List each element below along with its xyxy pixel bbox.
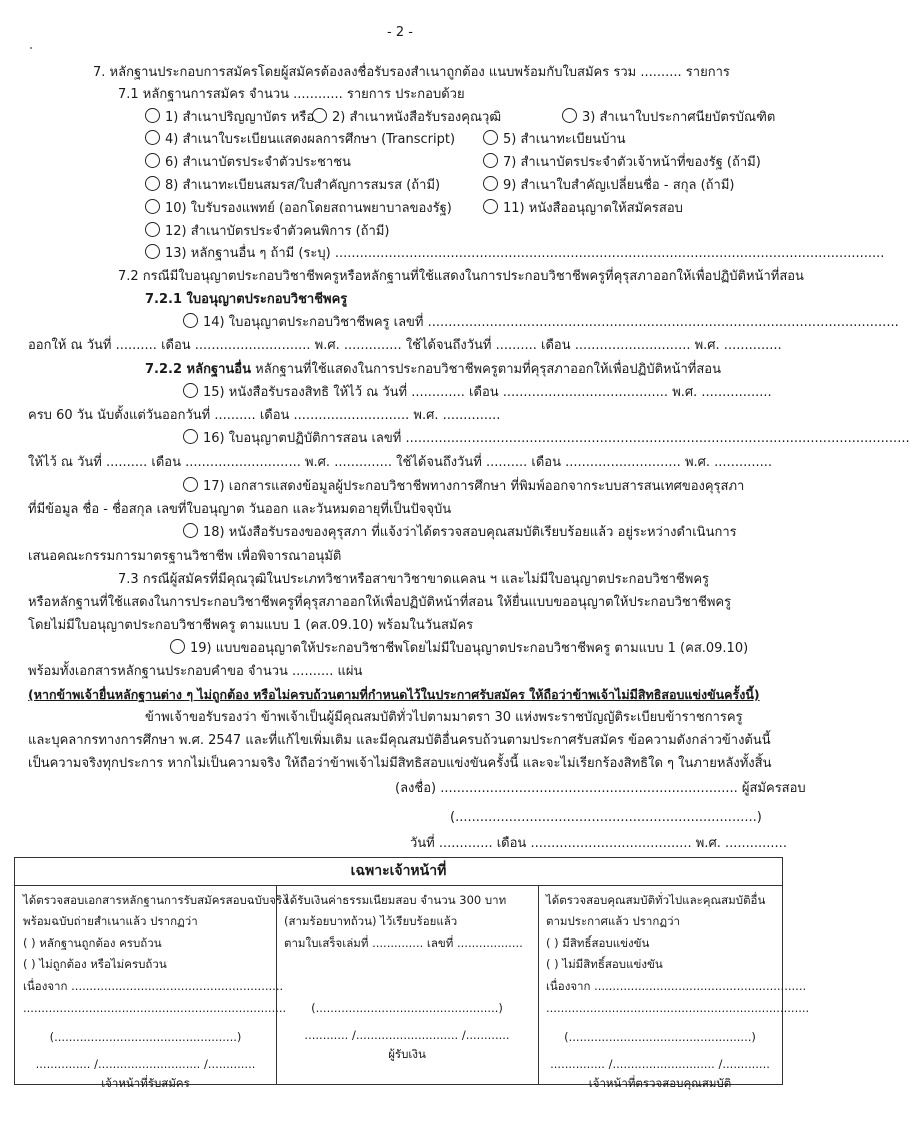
col3-line: ได้ตรวจสอบคุณสมบัติทั่วไปและคุณสมบัติอื่น [546, 893, 766, 907]
checkbox-circle-icon[interactable] [183, 477, 198, 492]
item-19[interactable]: 19) แบบขออนุญาตให้ประกอบวิชาชีพโดยไม่มีใบอนุญาตประกอบวิชาชีพครู ตามแบบ 1 (คส.09.10) [170, 639, 748, 659]
section-7-2-1-title: 7.2.1 ใบอนุญาตประกอบวิชาชีพครู [145, 292, 348, 307]
item-11[interactable]: 11) หนังสืออนุญาตให้สมัครสอบ [483, 199, 683, 219]
section-7-3-line2: หรือหลักฐานที่ใช้แสดงในการประกอบวิชาชีพครูที่คุรุสภาออกให้เพื่อปฏิบัติหน้าที่สอน ให้ยื่นแบบขออนุญาตให้ประกอบวิชาชีพครู [28, 595, 732, 610]
officer-column-fee [276, 885, 539, 1084]
col3-option-eligible[interactable]: ( ) มีสิทธิ์สอบแข่งขัน [546, 936, 650, 950]
item-3[interactable]: 3) สำเนาใบประกาศนียบัตรบัณฑิต [562, 108, 775, 128]
item-16[interactable]: 16) ใบอนุญาตปฏิบัติการสอน เลขที่ .......................................................................................................................... [183, 429, 777, 449]
item-5[interactable]: 5) สำเนาทะเบียนบ้าน [483, 130, 626, 150]
col1-role: เจ้าหน้าที่รับสมัคร [101, 1076, 190, 1090]
warning-note: (หากข้าพเจ้ายื่นหลักฐานต่าง ๆ ไม่ถูกต้อง หรือไม่ครบถ้วนตามที่กำหนดไว้ในประกาศรับสมัคร ให้ถือว่าข้าพเจ้าไม่มีสิทธิสอบแข่งขันครั้งนี้) [28, 687, 760, 702]
section-7-2-title: 7.2 กรณีมีใบอนุญาตประกอบวิชาชีพครูหรือหลักฐานที่ใช้แสดงในการประกอบวิชาชีพครูที่คุรุสภาออกให้เพื่อปฏิบัติหน้าที่สอน [118, 269, 804, 284]
col1-option-correct[interactable]: ( ) หลักฐานถูกต้อง ครบถ้วน [23, 936, 162, 950]
checkbox-circle-icon[interactable] [145, 176, 160, 191]
checkbox-circle-icon[interactable] [145, 108, 160, 123]
item-8[interactable]: 8) สำเนาทะเบียนสมรส/ใบสำคัญการสมรส (ถ้ามี) [145, 176, 440, 196]
certification-line-1: ข้าพเจ้าขอรับรองว่า ข้าพเจ้าเป็นผู้มีคุณสมบัติทั่วไปตามมาตรา 30 แห่งพระราชบัญญัติระเบียบข้าราชการครู [145, 710, 743, 725]
checkbox-circle-icon[interactable] [145, 130, 160, 145]
item-1[interactable]: 1) สำเนาปริญญาบัตร หรือ [145, 108, 314, 128]
item-7[interactable]: 7) สำเนาบัตรประจำตัวเจ้าหน้าที่ของรัฐ (ถ้ามี) [483, 153, 761, 173]
certification-line-3: เป็นความจริงทุกประการ หากไม่เป็นความจริง ให้ถือว่าข้าพเจ้าไม่มีสิทธิสอบแข่งขันครั้งนี้ และจะไม่เรียกร้องสิทธิใด ๆ ในภายหลังทั้งสิ้น [28, 756, 772, 771]
section-7-2-2-text: หลักฐานที่ใช้แสดงในการประกอบวิชาชีพครูตามที่คุรุสภาออกให้เพื่อปฏิบัติหน้าที่สอน [251, 362, 721, 377]
col3-signature[interactable]: (..................................................) [564, 1030, 756, 1044]
checkbox-circle-icon[interactable] [483, 153, 498, 168]
col1-option-incorrect[interactable]: ( ) ไม่ถูกต้อง หรือไม่ครบถ้วน [23, 957, 167, 971]
checkbox-circle-icon[interactable] [145, 222, 160, 237]
checkbox-circle-icon[interactable] [183, 383, 198, 398]
page-number: - 2 - [387, 25, 413, 40]
officer-box-title: เฉพาะเจ้าหน้าที่ [15, 858, 782, 886]
officer-column-qualification [538, 885, 810, 1090]
checkbox-circle-icon[interactable] [145, 153, 160, 168]
col3-role: เจ้าหน้าที่ตรวจสอบคุณสมบัติ [588, 1076, 732, 1090]
checkbox-circle-icon[interactable] [483, 176, 498, 191]
col1-reason-cont[interactable]: ........................................................................ [23, 1001, 287, 1015]
col3-reason-cont[interactable]: ........................................................................ [546, 1001, 810, 1015]
section-7-3-line3: โดยไม่มีใบอนุญาตประกอบวิชาชีพครู ตามแบบ 1 (คส.09.10) พร้อมในวันสมัคร [28, 618, 474, 633]
checkbox-circle-icon[interactable] [183, 523, 198, 538]
col1-line: ได้ตรวจสอบเอกสารหลักฐานการรับสมัครสอบฉบับจริง [23, 893, 288, 907]
item-12[interactable]: 12) สำเนาบัตรประจำตัวคนพิการ (ถ้ามี) [145, 222, 390, 242]
item-19-cont: พร้อมทั้งเอกสารหลักฐานประกอบคำขอ จำนวน .......... แผ่น [28, 664, 363, 679]
col2-line: ได้รับเงินค่าธรรมเนียมสอบ จำนวน 300 บาท [284, 893, 507, 907]
item-10[interactable]: 10) ใบรับรองแพทย์ (ออกโดยสถานพยาบาลของรัฐ) [145, 199, 452, 219]
col2-line: (สามร้อยบาทถ้วน) ไว้เรียบร้อยแล้ว [284, 914, 458, 928]
col1-date[interactable]: ............... /............................ /............. [35, 1057, 256, 1071]
checkbox-circle-icon[interactable] [170, 639, 185, 654]
checkbox-circle-icon[interactable] [312, 108, 327, 123]
col1-signature[interactable]: (..................................................) [49, 1030, 242, 1044]
item-18-cont: เสนอคณะกรรมการมาตรฐานวิชาชีพ เพื่อพิจารณาอนุมัติ [28, 549, 342, 564]
checkbox-circle-icon[interactable] [183, 313, 198, 328]
col2-receipt[interactable]: ตามใบเสร็จเล่มที่ .............. เลขที่ .................. [284, 936, 523, 950]
item-17[interactable]: 17) เอกสารแสดงข้อมูลผู้ประกอบวิชาชีพทางการศึกษา ที่พิมพ์ออกจากระบบสารสนเทศของคุรุสภา [183, 477, 744, 497]
item-4[interactable]: 4) สำเนาใบระเบียนแสดงผลการศึกษา (Transcript) [145, 130, 455, 150]
item-18[interactable]: 18) หนังสือรับรองของคุรุสภา ที่แจ้งว่าได้ตรวจสอบคุณสมบัติเรียบร้อยแล้ว อยู่ระหว่างดำเนินการ [183, 523, 737, 543]
officer-only-box [14, 857, 810, 1090]
col3-option-ineligible[interactable]: ( ) ไม่มีสิทธิ์สอบแข่งขัน [546, 957, 663, 971]
scan-speck [30, 47, 32, 49]
officer-column-document-check [15, 885, 288, 1090]
item-17-cont: ที่มีข้อมูล ชื่อ - ชื่อสกุล เลขที่ใบอนุญาต วันออก และวันหมดอายุที่เป็นปัจจุบัน [28, 502, 452, 517]
checkbox-circle-icon[interactable] [145, 199, 160, 214]
col3-reason[interactable]: เนื่องจาก .......................................................... [546, 979, 807, 993]
applicant-date-line[interactable]: วันที่ ............. เดือน ....................................... พ.ศ. ............... [410, 836, 787, 851]
col3-line: ตามประกาศแล้ว ปรากฏว่า [546, 914, 680, 928]
col1-line: พร้อมฉบับถ่ายสำเนาแล้ว ปรากฏว่า [23, 914, 198, 928]
item-6[interactable]: 6) สำเนาบัตรประจำตัวประชาชน [145, 153, 351, 173]
section-7-1-title: 7.1 หลักฐานการสมัคร จำนวน ............ รายการ ประกอบด้วย [118, 87, 465, 102]
checkbox-circle-icon[interactable] [483, 199, 498, 214]
item-9[interactable]: 9) สำเนาใบสำคัญเปลี่ยนชื่อ - สกุล (ถ้ามี) [483, 176, 735, 196]
col2-signature[interactable]: (..................................................) [311, 1001, 503, 1015]
applicant-signature-line[interactable]: (ลงชื่อ) ........................................................................ ผู้สมัครสอบ [395, 781, 806, 796]
item-2[interactable]: 2) สำเนาหนังสือรับรองคุณวุฒิ [312, 108, 501, 128]
item-14-dates: ออกให้ ณ วันที่ .......... เดือน ............................ พ.ศ. .............. ใช้ได้จนถึงวันที่ .......... เดือน ............................ พ.ศ. .............. [28, 338, 782, 353]
item-15-dates: ครบ 60 วัน นับตั้งแต่วันออกวันที่ .......... เดือน ............................ พ.ศ. .............. [28, 408, 501, 423]
col3-date[interactable]: ............... /............................ /............. [550, 1057, 770, 1071]
checkbox-circle-icon[interactable] [483, 130, 498, 145]
col1-reason[interactable]: เนื่องจาก .......................................................... [23, 979, 284, 993]
section-7-3-line1: 7.3 กรณีผู้สมัครที่มีคุณวุฒิในประเภทวิชาหรือสาขาวิชาขาดแคลน ฯ และไม่มีใบอนุญาตประกอบวิชาชีพครู [118, 572, 709, 587]
item-16-dates: ให้ไว้ ณ วันที่ .......... เดือน ............................ พ.ศ. .............. ใช้ได้จนถึงวันที่ .......... เดือน ............................ พ.ศ. .............. [28, 455, 773, 470]
checkbox-circle-icon[interactable] [562, 108, 577, 123]
section-7-title: 7. หลักฐานประกอบการสมัครโดยผู้สมัครต้องลงชื่อรับรองสำเนาถูกต้อง แนบพร้อมกับใบสมัคร รวม .......... รายการ [93, 65, 730, 80]
item-15[interactable]: 15) หนังสือรับรองสิทธิ ให้ไว้ ณ วันที่ ............. เดือน ........................................ พ.ศ. ................. [183, 383, 772, 403]
item-14[interactable]: 14) ใบอนุญาตประกอบวิชาชีพครู เลขที่ .................................................................................................................. [183, 313, 777, 333]
applicant-name-line[interactable]: (.........................................................................) [450, 810, 762, 825]
checkbox-circle-icon[interactable] [145, 244, 160, 259]
section-7-2-2-title: 7.2.2 หลักฐานอื่น [145, 362, 251, 377]
section-7-2-2 [145, 360, 721, 380]
col2-role: ผู้รับเงิน [388, 1047, 426, 1061]
item-13[interactable]: 13) หลักฐานอื่น ๆ ถ้ามี (ระบุ) ..................................................................................................................................... [145, 244, 777, 264]
checkbox-circle-icon[interactable] [183, 429, 198, 444]
certification-line-2: และบุคลากรทางการศึกษา พ.ศ. 2547 และที่แก้ไขเพิ่มเติม และมีคุณสมบัติอื่นครบถ้วนตามประกาศรับสมัคร ข้อความดังกล่าวข้างต้นนี้ [28, 733, 771, 748]
col2-date[interactable]: ............ /............................ /............ [304, 1028, 510, 1042]
